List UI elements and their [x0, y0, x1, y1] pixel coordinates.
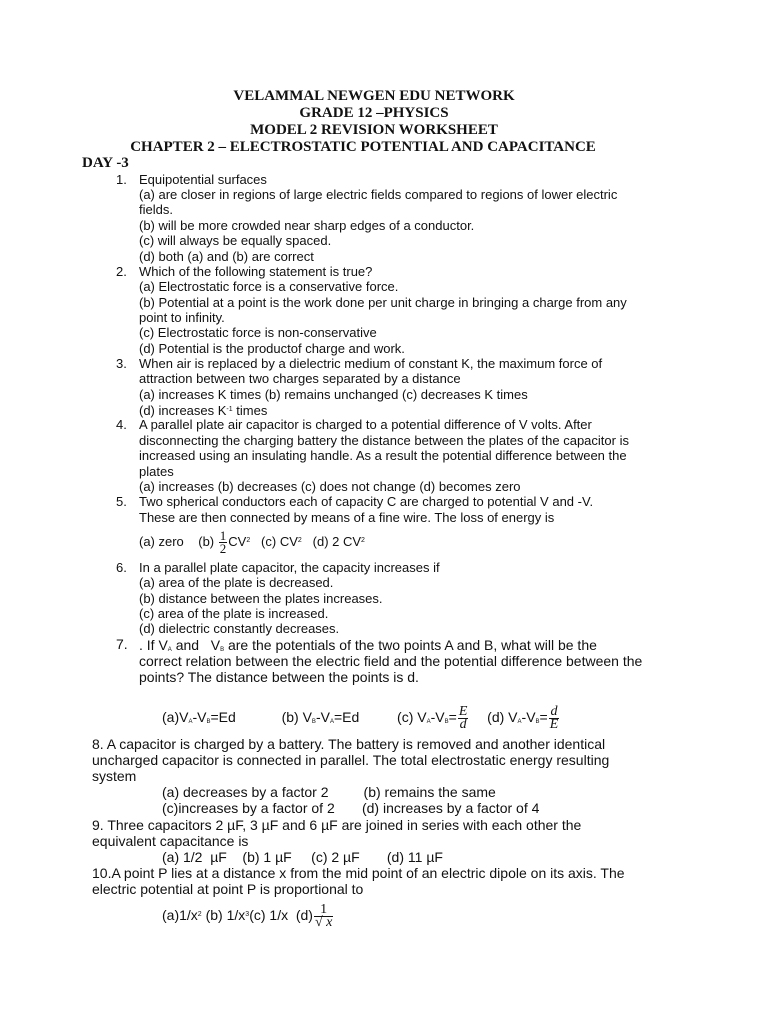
q7-options	[162, 702, 560, 737]
q5-opt-b-end: CV	[228, 534, 247, 549]
q7-opt-c: (c) V	[397, 709, 427, 725]
q10-frac-num: 1	[314, 904, 333, 917]
q6-line: (b) distance between the plates increases.	[139, 591, 383, 606]
q4-line: disconnecting the charging battery the distance between the plates of the capacitor is	[139, 433, 629, 448]
q7-dash: -V	[192, 709, 207, 725]
q7-eq: =	[539, 709, 548, 725]
q4-line: A parallel plate air capacitor is charged to a potential difference of V volts. After	[139, 417, 592, 432]
q9-options: (a) 1/2 µF (b) 1 µF (c) 2 µF (d) 11 µF	[162, 849, 443, 865]
q3-opt-d-sup: -1	[226, 406, 233, 413]
q9-line: 9. Three capacitors 2 µF, 3 µF and 6 µF are joined in series with each other the	[92, 817, 582, 833]
q7-dash: -V	[430, 709, 445, 725]
q7-sub: B	[535, 719, 540, 725]
q3-opt-d-text: (d) increases K	[139, 403, 227, 418]
q1-line: fields.	[139, 202, 173, 217]
q5-line: These are then connected by means of a fine wire. The loss of energy is	[139, 510, 555, 525]
q3-option-d	[139, 402, 267, 418]
q6-line: In a parallel plate capacitor, the capacity increases if	[139, 560, 440, 575]
q5-sup: 2	[246, 537, 251, 544]
q2-line: (c) Electrostatic force is non-conservative	[139, 325, 377, 340]
q4-line: increased using an insulating handle. As a result the potential difference between the	[139, 448, 627, 463]
q8-options: (c)increases by a factor of 2 (d) increases by a factor of 4	[162, 800, 540, 816]
q10-sup: 3	[245, 911, 250, 918]
q7-opt-a-rest: =Ed	[210, 709, 236, 725]
q10-line: 10.A point P lies at a distance x from the mid point of an electric dipole on its axis. The	[92, 865, 625, 881]
q4-number: 4.	[116, 417, 127, 432]
q4-line: (a) increases (b) decreases (c) does not change (d) becomes zero	[139, 479, 521, 494]
q6-line: (a) area of the plate is decreased.	[139, 575, 334, 590]
q7-text: . If V	[139, 637, 168, 653]
q7-frac-d	[549, 703, 560, 732]
q3-line: (a) increases K times (b) remains unchanged (c) decreases K times	[139, 387, 528, 402]
q6-line: (c) area of the plate is increased.	[139, 606, 329, 621]
q3-opt-d-end: times	[232, 403, 268, 418]
q7-frac-den: E	[549, 716, 559, 732]
day-label: DAY -3	[82, 155, 129, 171]
grade-subject: GRADE 12 –PHYSICS	[299, 105, 449, 121]
q7-frac-num: E	[458, 703, 468, 719]
q7-dash: -V	[521, 709, 536, 725]
q7-sub: B	[444, 719, 449, 725]
q5-frac-num: 1	[219, 528, 227, 544]
q2-line: Which of the following statement is true?	[139, 264, 373, 279]
q8-line: 8. A capacitor is charged by a battery. The battery is removed and another identical	[92, 736, 606, 752]
q5-options	[139, 526, 365, 557]
q7-frac-num: d	[550, 703, 558, 719]
q8-line: system	[92, 768, 137, 784]
q2-line: (b) Potential at a point is the work done per unit charge in bringing a charge from any	[139, 295, 627, 310]
q2-line: (d) Potential is the productof charge and work.	[139, 341, 405, 356]
q5-number: 5.	[116, 494, 127, 509]
worksheet-title: MODEL 2 REVISION WORKSHEET	[250, 122, 498, 138]
q5-sup: 2	[297, 537, 302, 544]
q6-number: 6.	[116, 560, 127, 575]
q7-opt-b-rest: =Ed	[333, 709, 360, 725]
q10-options	[162, 900, 334, 930]
q1-line: Equipotential surfaces	[139, 172, 267, 187]
q7-text: are the potentials of the two points A and B, what will be the	[224, 637, 597, 653]
q2-number: 2.	[116, 264, 127, 279]
q7-frac-den: d	[459, 716, 467, 732]
q7-sub: A	[167, 647, 172, 653]
q10-opt-a: (a)1/x	[162, 907, 198, 923]
q7-sub: A	[188, 719, 193, 725]
q5-fraction	[219, 530, 228, 555]
q5-opt-c: (c) CV	[250, 534, 298, 549]
q1-line: (b) will be more crowded near sharp edges of a conductor.	[139, 218, 475, 233]
q7-eq: =	[448, 709, 457, 725]
q8-options: (a) decreases by a factor 2 (b) remains the same	[162, 784, 496, 800]
q10-frac-den: √ x	[314, 914, 333, 930]
q3-line: attraction between two charges separated by a distance	[139, 371, 461, 386]
q5-opt-d: (d) 2 CV	[301, 534, 362, 549]
q7-number: 7.	[116, 636, 128, 652]
q2-line: point to infinity.	[139, 310, 225, 325]
q7-text: and V	[171, 637, 221, 653]
q7-line: points? The distance between the points is d.	[139, 669, 419, 685]
q6-line: (d) dielectric constantly decreases.	[139, 621, 340, 636]
q7-sub: B	[311, 719, 316, 725]
q10-opt-c: (c) 1/x (d)	[249, 907, 313, 923]
q10-sup: 2	[197, 911, 202, 918]
q1-line: (d) both (a) and (b) are correct	[139, 249, 314, 264]
q7-opt-b: (b) V	[281, 709, 312, 725]
q10-opt-b: (b) 1/x	[201, 907, 246, 923]
q9-line: equivalent capacitance is	[92, 833, 249, 849]
q7-opt-a: (a)V	[162, 709, 189, 725]
school-name: VELAMMAL NEWGEN EDU NETWORK	[233, 88, 515, 104]
q7-sub: A	[329, 719, 334, 725]
q2-line: (a) Electrostatic force is a conservative force.	[139, 279, 399, 294]
q1-line: (a) are closer in regions of large electric fields compared to regions of lower electric	[139, 187, 618, 202]
q7-frac-c	[458, 703, 469, 732]
q1-line: (c) will always be equally spaced.	[139, 233, 332, 248]
q10-fraction	[314, 901, 333, 930]
q4-line: plates	[139, 464, 174, 479]
q1-number: 1.	[116, 172, 127, 187]
q7-sub: A	[517, 719, 522, 725]
q10-line: electric potential at point P is proportional to	[92, 881, 364, 897]
q5-opt-a: (a) zero (b)	[139, 534, 218, 549]
q7-line: correct relation between the electric field and the potential difference between the	[139, 653, 643, 669]
q5-sup: 2	[361, 537, 365, 544]
q7-sub: B	[220, 647, 225, 653]
q7-opt-d: (d) V	[487, 709, 518, 725]
q3-number: 3.	[116, 356, 127, 371]
q8-line: uncharged capacitor is connected in parallel. The total electrostatic energy resulting	[92, 752, 610, 768]
q7-sub: B	[206, 719, 211, 725]
q5-frac-den: 2	[219, 541, 227, 557]
q7-sub: A	[426, 719, 431, 725]
chapter-title: CHAPTER 2 – ELECTROSTATIC POTENTIAL AND CAPACITANCE	[130, 139, 596, 155]
q7-dash: -V	[315, 709, 330, 725]
q3-line: When air is replaced by a dielectric medium of constant K, the maximum force of	[139, 356, 603, 371]
q5-line: Two spherical conductors each of capacity C are charged to potential V and -V.	[139, 494, 594, 509]
